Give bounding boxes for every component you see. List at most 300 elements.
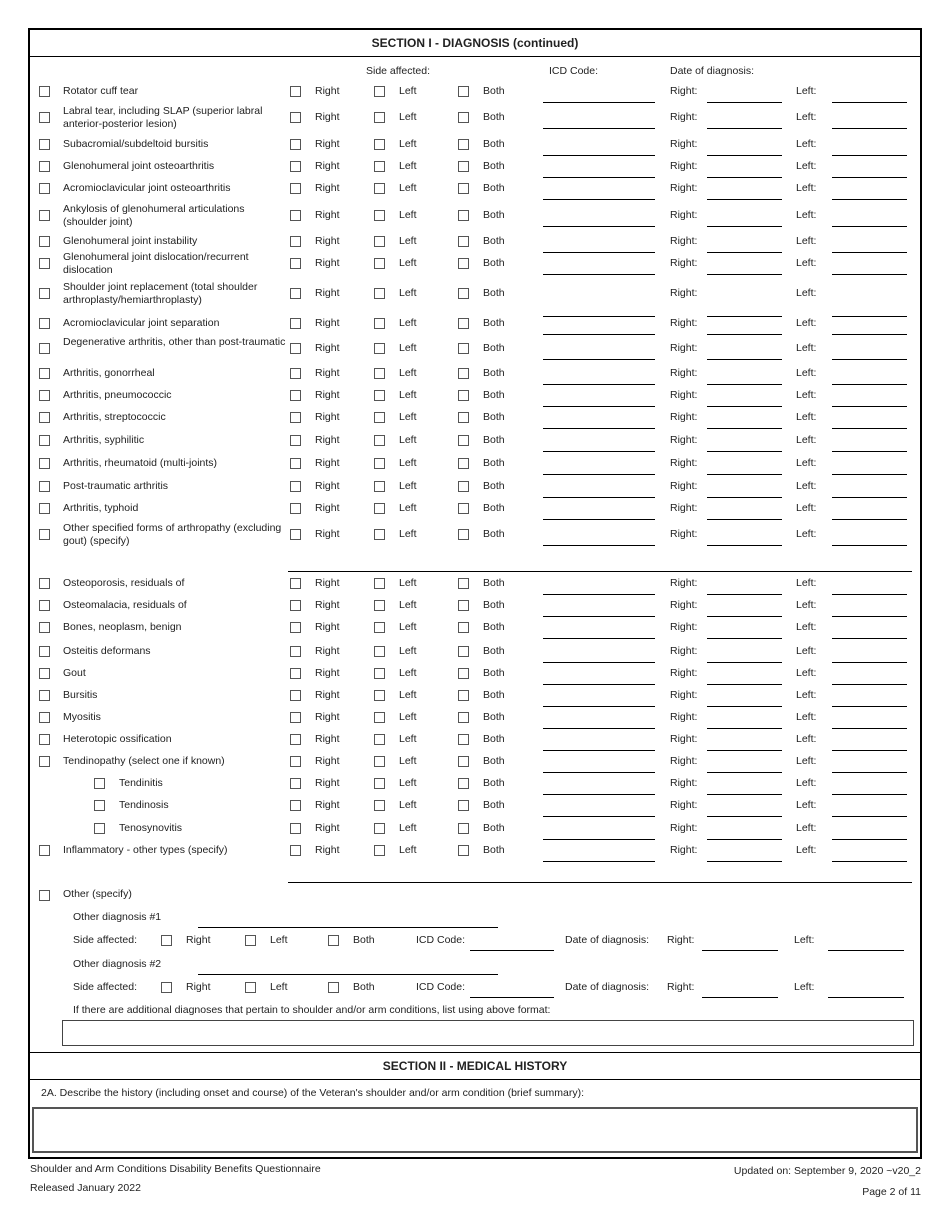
icd-code-field[interactable] [543, 374, 655, 385]
date-right-field[interactable] [707, 349, 782, 360]
date-right-field[interactable] [707, 806, 782, 817]
right-checkbox[interactable] [290, 712, 301, 723]
right-checkbox[interactable] [290, 778, 301, 789]
diagnosis-checkbox[interactable] [39, 343, 50, 354]
right-checkbox[interactable] [290, 435, 301, 446]
date-right-field[interactable] [707, 396, 782, 407]
date-left-field[interactable] [832, 829, 907, 840]
both-checkbox[interactable] [458, 458, 469, 469]
date-right-label: Right: [670, 577, 698, 589]
icd-code-field[interactable] [543, 762, 655, 773]
diagnosis-checkbox[interactable] [39, 390, 50, 401]
diagnosis-label: Bursitis [63, 689, 98, 701]
right-checkbox[interactable] [290, 622, 301, 633]
date-of-diagnosis-header: Date of diagnosis: [670, 65, 755, 77]
left-label: Left [399, 528, 417, 540]
right-checkbox[interactable] [290, 288, 301, 299]
date-right-field[interactable] [707, 264, 782, 275]
other-2-date-left-field[interactable] [828, 987, 904, 998]
diagnosis-label: Degenerative arthritis, other than post-traumatic [63, 336, 286, 348]
icd-code-field[interactable] [543, 306, 655, 317]
other-1-icd-field[interactable] [470, 940, 554, 951]
date-left-field[interactable] [832, 167, 907, 178]
right-checkbox[interactable] [290, 481, 301, 492]
date-left-field[interactable] [832, 606, 907, 617]
icd-code-field[interactable] [543, 674, 655, 685]
left-checkbox[interactable] [374, 412, 385, 423]
diagnosis-checkbox[interactable] [39, 258, 50, 269]
both-checkbox[interactable] [458, 435, 469, 446]
icd-code-field[interactable] [543, 418, 655, 429]
both-label: Both [483, 844, 505, 856]
date-right-field[interactable] [707, 118, 782, 129]
both-checkbox[interactable] [458, 86, 469, 97]
left-checkbox[interactable] [374, 646, 385, 657]
icd-code-field[interactable] [543, 145, 655, 156]
right-checkbox[interactable] [290, 503, 301, 514]
diagnosis-checkbox[interactable] [39, 236, 50, 247]
both-checkbox[interactable] [458, 183, 469, 194]
date-right-field[interactable] [707, 216, 782, 227]
other-specify-checkbox[interactable] [39, 890, 50, 901]
date-right-field[interactable] [707, 374, 782, 385]
left-checkbox[interactable] [374, 86, 385, 97]
left-label: Left [399, 85, 417, 97]
date-right-field[interactable] [707, 628, 782, 639]
right-checkbox[interactable] [290, 412, 301, 423]
both-checkbox[interactable] [458, 845, 469, 856]
left-checkbox[interactable] [374, 823, 385, 834]
other-2-left-checkbox[interactable] [245, 982, 256, 993]
inflammatory-specify-line[interactable] [288, 872, 912, 883]
other-1-icd-label: ICD Code: [416, 934, 466, 946]
both-checkbox[interactable] [458, 161, 469, 172]
date-right-field[interactable] [707, 306, 782, 317]
icd-code-field[interactable] [543, 851, 655, 862]
date-right-field[interactable] [707, 784, 782, 795]
left-checkbox[interactable] [374, 622, 385, 633]
right-checkbox[interactable] [290, 529, 301, 540]
right-checkbox[interactable] [290, 86, 301, 97]
right-label: Right [315, 502, 340, 514]
other-1-date-right-field[interactable] [702, 940, 778, 951]
date-left-field[interactable] [832, 242, 907, 253]
date-left-field[interactable] [832, 189, 907, 200]
left-checkbox[interactable] [374, 161, 385, 172]
date-right-field[interactable] [707, 145, 782, 156]
icd-code-field[interactable] [543, 396, 655, 407]
left-checkbox[interactable] [374, 236, 385, 247]
date-right-field[interactable] [707, 762, 782, 773]
diagnosis-checkbox[interactable] [94, 823, 105, 834]
both-checkbox[interactable] [458, 343, 469, 354]
date-left-field[interactable] [832, 441, 907, 452]
icd-code-field[interactable] [543, 606, 655, 617]
right-label: Right [315, 777, 340, 789]
right-checkbox[interactable] [290, 318, 301, 329]
right-checkbox[interactable] [290, 800, 301, 811]
date-right-label: Right: [670, 182, 698, 194]
both-checkbox[interactable] [458, 412, 469, 423]
diagnosis-checkbox[interactable] [39, 481, 50, 492]
date-left-field[interactable] [832, 806, 907, 817]
right-checkbox[interactable] [290, 161, 301, 172]
diagnosis-checkbox[interactable] [39, 712, 50, 723]
icd-code-field[interactable] [543, 740, 655, 751]
both-checkbox[interactable] [458, 236, 469, 247]
icd-code-field[interactable] [543, 628, 655, 639]
diagnosis-checkbox[interactable] [39, 529, 50, 540]
both-checkbox[interactable] [458, 756, 469, 767]
left-label: Left [399, 257, 417, 269]
left-checkbox[interactable] [374, 800, 385, 811]
diagnosis-checkbox[interactable] [39, 139, 50, 150]
both-checkbox[interactable] [458, 823, 469, 834]
left-checkbox[interactable] [374, 435, 385, 446]
question-2a-label: 2A. Describe the history (including onset and course) of the Veteran's shoulder and/or arm condition (brief summary): [41, 1087, 585, 1099]
right-label: Right [315, 287, 340, 299]
diagnosis-label: Tendinitis [119, 777, 163, 789]
left-checkbox[interactable] [374, 183, 385, 194]
left-checkbox[interactable] [374, 690, 385, 701]
right-checkbox[interactable] [290, 690, 301, 701]
left-checkbox[interactable] [374, 600, 385, 611]
date-left-field[interactable] [832, 509, 907, 520]
date-right-field[interactable] [707, 464, 782, 475]
icd-code-field[interactable] [543, 584, 655, 595]
both-checkbox[interactable] [458, 210, 469, 221]
both-checkbox[interactable] [458, 258, 469, 269]
date-left-field[interactable] [832, 628, 907, 639]
left-checkbox[interactable] [374, 756, 385, 767]
diagnosis-checkbox[interactable] [39, 503, 50, 514]
diagnosis-checkbox[interactable] [39, 668, 50, 679]
left-label: Left [399, 138, 417, 150]
date-left-field[interactable] [832, 306, 907, 317]
date-right-field[interactable] [707, 487, 782, 498]
diagnosis-checkbox[interactable] [39, 845, 50, 856]
both-checkbox[interactable] [458, 578, 469, 589]
additional-diagnoses-textbox[interactable] [62, 1020, 914, 1046]
date-right-field[interactable] [707, 718, 782, 729]
date-right-field[interactable] [707, 851, 782, 862]
other-diagnosis-1-field[interactable] [198, 917, 498, 928]
diagnosis-checkbox[interactable] [39, 183, 50, 194]
date-right-field[interactable] [707, 324, 782, 335]
right-checkbox[interactable] [290, 236, 301, 247]
diagnosis-checkbox[interactable] [39, 578, 50, 589]
other-diagnosis-2-field[interactable] [198, 964, 498, 975]
icd-code-field[interactable] [543, 189, 655, 200]
both-checkbox[interactable] [458, 646, 469, 657]
right-checkbox[interactable] [290, 183, 301, 194]
other-2-right-checkbox[interactable] [161, 982, 172, 993]
other-2-date-right-field[interactable] [702, 987, 778, 998]
other-2-icd-field[interactable] [470, 987, 554, 998]
icd-code-field[interactable] [543, 464, 655, 475]
other-1-both-label: Both [353, 934, 375, 946]
both-checkbox[interactable] [458, 318, 469, 329]
date-right-label: Right: [670, 480, 698, 492]
date-left-field[interactable] [832, 374, 907, 385]
both-checkbox[interactable] [458, 481, 469, 492]
other-1-both-checkbox[interactable] [328, 935, 339, 946]
icd-code-field[interactable] [543, 324, 655, 335]
date-left-field[interactable] [832, 851, 907, 862]
additional-diagnoses-label: If there are additional diagnoses that pertain to shoulder and/or arm conditions, list using above format: [73, 1004, 551, 1016]
both-checkbox[interactable] [458, 668, 469, 679]
left-checkbox[interactable] [374, 529, 385, 540]
left-checkbox[interactable] [374, 578, 385, 589]
left-checkbox[interactable] [374, 778, 385, 789]
diagnosis-checkbox[interactable] [94, 778, 105, 789]
date-left-field[interactable] [832, 674, 907, 685]
date-left-field[interactable] [832, 696, 907, 707]
icd-code-field[interactable] [543, 652, 655, 663]
left-label: Left [399, 689, 417, 701]
left-checkbox[interactable] [374, 734, 385, 745]
date-right-field[interactable] [707, 740, 782, 751]
diagnosis-checkbox[interactable] [94, 800, 105, 811]
date-left-field[interactable] [832, 652, 907, 663]
left-checkbox[interactable] [374, 668, 385, 679]
diagnosis-checkbox[interactable] [39, 112, 50, 123]
date-left-field[interactable] [832, 145, 907, 156]
date-right-label: Right: [670, 367, 698, 379]
diagnosis-checkbox[interactable] [39, 161, 50, 172]
icd-code-field[interactable] [543, 118, 655, 129]
date-right-field[interactable] [707, 92, 782, 103]
left-checkbox[interactable] [374, 343, 385, 354]
diagnosis-checkbox[interactable] [39, 622, 50, 633]
date-left-field[interactable] [832, 92, 907, 103]
both-checkbox[interactable] [458, 734, 469, 745]
date-right-field[interactable] [707, 441, 782, 452]
both-checkbox[interactable] [458, 288, 469, 299]
date-left-field[interactable] [832, 464, 907, 475]
date-right-label: Right: [670, 411, 698, 423]
right-label: Right [315, 844, 340, 856]
right-checkbox[interactable] [290, 845, 301, 856]
right-checkbox[interactable] [290, 258, 301, 269]
both-checkbox[interactable] [458, 712, 469, 723]
right-checkbox[interactable] [290, 578, 301, 589]
both-checkbox[interactable] [458, 368, 469, 379]
icd-code-field[interactable] [543, 92, 655, 103]
date-left-field[interactable] [832, 349, 907, 360]
right-label: Right [315, 711, 340, 723]
left-label: Left [399, 367, 417, 379]
diagnosis-checkbox[interactable] [39, 368, 50, 379]
diagnosis-label: Myositis [63, 711, 101, 723]
other-1-left-checkbox[interactable] [245, 935, 256, 946]
icd-code-field[interactable] [543, 441, 655, 452]
icd-code-field[interactable] [543, 829, 655, 840]
left-checkbox[interactable] [374, 288, 385, 299]
icd-code-field[interactable] [543, 349, 655, 360]
left-checkbox[interactable] [374, 139, 385, 150]
diagnosis-checkbox[interactable] [39, 690, 50, 701]
icd-code-field[interactable] [543, 718, 655, 729]
right-checkbox[interactable] [290, 139, 301, 150]
date-left-field[interactable] [832, 418, 907, 429]
left-label: Left [399, 577, 417, 589]
icd-code-field[interactable] [543, 242, 655, 253]
other-1-date-left-field[interactable] [828, 940, 904, 951]
both-checkbox[interactable] [458, 690, 469, 701]
date-right-field[interactable] [707, 696, 782, 707]
date-right-field[interactable] [707, 584, 782, 595]
date-right-field[interactable] [707, 418, 782, 429]
diagnosis-label: Osteomalacia, residuals of [63, 599, 187, 611]
date-left-field[interactable] [832, 584, 907, 595]
right-checkbox[interactable] [290, 112, 301, 123]
both-checkbox[interactable] [458, 503, 469, 514]
diagnosis-checkbox[interactable] [39, 600, 50, 611]
right-checkbox[interactable] [290, 210, 301, 221]
icd-code-field[interactable] [543, 535, 655, 546]
icd-code-field[interactable] [543, 264, 655, 275]
left-checkbox[interactable] [374, 712, 385, 723]
diagnosis-label: Tendinosis [119, 799, 169, 811]
diagnosis-label: Glenohumeral joint dislocation/recurrent dislocation [63, 251, 249, 276]
left-label: Left [399, 502, 417, 514]
date-left-field[interactable] [832, 264, 907, 275]
diagnosis-label: Tendinopathy (select one if known) [63, 755, 225, 767]
left-checkbox[interactable] [374, 258, 385, 269]
date-left-field[interactable] [832, 762, 907, 773]
icd-code-field[interactable] [543, 509, 655, 520]
date-right-field[interactable] [707, 606, 782, 617]
date-right-field[interactable] [707, 674, 782, 685]
date-right-field[interactable] [707, 509, 782, 520]
diagnosis-checkbox[interactable] [39, 288, 50, 299]
diagnosis-checkbox[interactable] [39, 435, 50, 446]
left-label: Left [399, 711, 417, 723]
date-right-label: Right: [670, 111, 698, 123]
both-label: Both [483, 822, 505, 834]
left-checkbox[interactable] [374, 481, 385, 492]
both-checkbox[interactable] [458, 390, 469, 401]
diagnosis-checkbox[interactable] [39, 412, 50, 423]
diagnosis-checkbox[interactable] [39, 646, 50, 657]
date-right-field[interactable] [707, 167, 782, 178]
left-label: Left [399, 480, 417, 492]
date-left-field[interactable] [832, 216, 907, 227]
diagnosis-label: Osteoporosis, residuals of [63, 577, 185, 589]
diagnosis-label: Ankylosis of glenohumeral articulations (shoulder joint) [63, 203, 245, 228]
diagnosis-checkbox[interactable] [39, 734, 50, 745]
icd-code-field[interactable] [543, 167, 655, 178]
right-checkbox[interactable] [290, 734, 301, 745]
date-right-field[interactable] [707, 535, 782, 546]
both-checkbox[interactable] [458, 622, 469, 633]
right-label: Right [315, 389, 340, 401]
both-checkbox[interactable] [458, 139, 469, 150]
left-checkbox[interactable] [374, 390, 385, 401]
diagnosis-label: Bones, neoplasm, benign [63, 621, 182, 633]
date-left-field[interactable] [832, 487, 907, 498]
icd-code-field[interactable] [543, 487, 655, 498]
icd-code-field[interactable] [543, 216, 655, 227]
date-right-label: Right: [670, 235, 698, 247]
diagnosis-label: Arthritis, gonorrheal [63, 367, 155, 379]
right-label: Right [315, 667, 340, 679]
other-2-both-checkbox[interactable] [328, 982, 339, 993]
both-label: Both [483, 287, 505, 299]
footer-released: Released January 2022 [30, 1182, 141, 1194]
date-left-field[interactable] [832, 396, 907, 407]
both-label: Both [483, 389, 505, 401]
date-left-field[interactable] [832, 324, 907, 335]
diagnosis-checkbox[interactable] [39, 756, 50, 767]
diagnosis-label: Labral tear, including SLAP (superior labral anterior-posterior lesion) [63, 105, 263, 130]
right-checkbox[interactable] [290, 668, 301, 679]
icd-code-field[interactable] [543, 696, 655, 707]
date-left-field[interactable] [832, 118, 907, 129]
right-checkbox[interactable] [290, 600, 301, 611]
left-checkbox[interactable] [374, 458, 385, 469]
right-checkbox[interactable] [290, 368, 301, 379]
icd-code-field[interactable] [543, 806, 655, 817]
right-checkbox[interactable] [290, 458, 301, 469]
right-label: Right [315, 822, 340, 834]
date-right-field[interactable] [707, 652, 782, 663]
both-checkbox[interactable] [458, 112, 469, 123]
diagnosis-label: Subacromial/subdeltoid bursitis [63, 138, 209, 150]
both-label: Both [483, 257, 505, 269]
right-checkbox[interactable] [290, 823, 301, 834]
left-checkbox[interactable] [374, 318, 385, 329]
left-label: Left [399, 209, 417, 221]
right-checkbox[interactable] [290, 646, 301, 657]
both-checkbox[interactable] [458, 600, 469, 611]
diagnosis-checkbox[interactable] [39, 318, 50, 329]
both-checkbox[interactable] [458, 800, 469, 811]
right-checkbox[interactable] [290, 390, 301, 401]
date-right-field[interactable] [707, 189, 782, 200]
other-1-right-checkbox[interactable] [161, 935, 172, 946]
date-left-field[interactable] [832, 718, 907, 729]
icd-code-field[interactable] [543, 784, 655, 795]
right-label: Right [315, 577, 340, 589]
date-left-label: Left: [796, 755, 817, 767]
question-2a-textbox[interactable] [32, 1107, 918, 1153]
diagnosis-label: Arthritis, rheumatoid (multi-joints) [63, 457, 218, 469]
date-left-field[interactable] [832, 740, 907, 751]
both-label: Both [483, 85, 505, 97]
right-checkbox[interactable] [290, 343, 301, 354]
date-left-field[interactable] [832, 784, 907, 795]
date-right-field[interactable] [707, 829, 782, 840]
diagnosis-checkbox[interactable] [39, 86, 50, 97]
left-checkbox[interactable] [374, 503, 385, 514]
left-label: Left [399, 317, 417, 329]
section-1-title: SECTION I - DIAGNOSIS (continued) [371, 36, 579, 50]
both-checkbox[interactable] [458, 778, 469, 789]
diagnosis-checkbox[interactable] [39, 210, 50, 221]
arthropathy-specify-line[interactable] [288, 561, 912, 572]
diagnosis-checkbox[interactable] [39, 458, 50, 469]
date-right-field[interactable] [707, 242, 782, 253]
left-checkbox[interactable] [374, 368, 385, 379]
right-checkbox[interactable] [290, 756, 301, 767]
left-checkbox[interactable] [374, 112, 385, 123]
date-left-field[interactable] [832, 535, 907, 546]
left-checkbox[interactable] [374, 845, 385, 856]
left-checkbox[interactable] [374, 210, 385, 221]
both-checkbox[interactable] [458, 529, 469, 540]
